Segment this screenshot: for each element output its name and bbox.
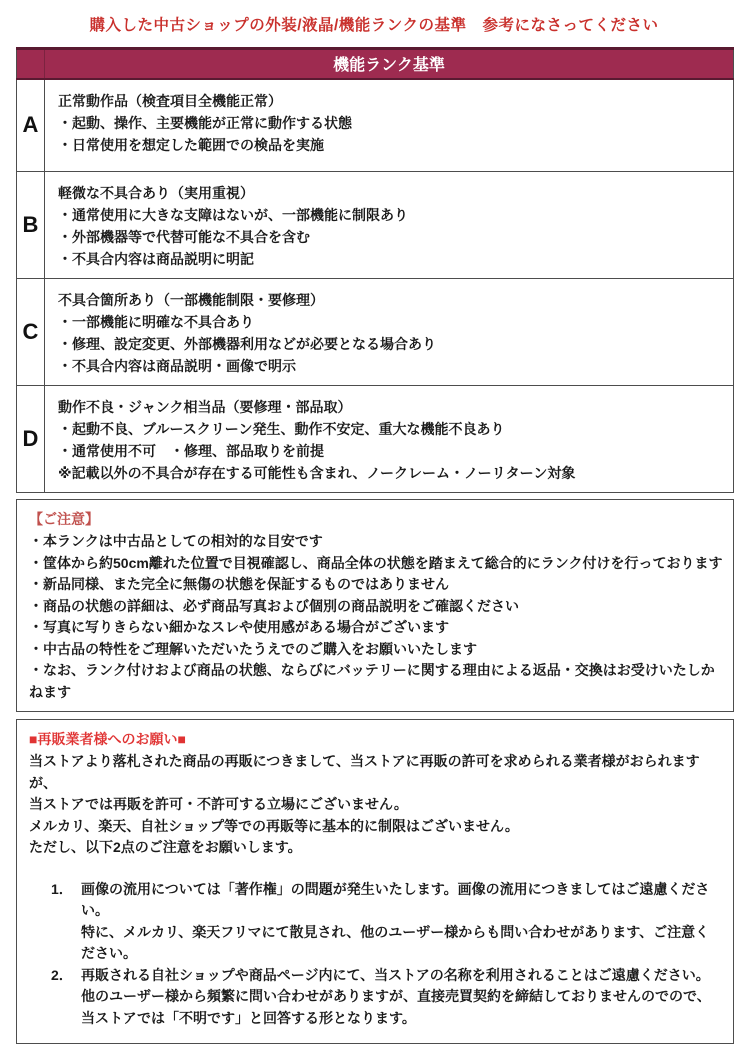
- rank-letter-c: C: [17, 279, 45, 386]
- notice-box: [16, 499, 734, 712]
- notice-line: ・本ランクは中古品としての相対的な目安です: [29, 533, 323, 549]
- notice-line: ・写真に写りきらない細かなスレや使用感がある場合がございます: [29, 619, 449, 635]
- rank-desc-d: [45, 386, 734, 493]
- rank-a-line: ・日常使用を想定した範囲での検品を実施: [58, 136, 324, 153]
- reseller-rule-1: [51, 879, 723, 965]
- rank-desc-a: [45, 79, 734, 172]
- notice-line: ・なお、ランク付けおよび商品の状態、ならびにバッテリーに関する理由による返品・交換はお受けいたしかねます: [29, 662, 715, 700]
- rank-b-line: ・外部機器等で代替可能な不具合を含む: [58, 229, 310, 245]
- rank-c-line: ・一部機能に明確な不具合あり: [58, 314, 254, 330]
- rank-row-b: [17, 172, 734, 279]
- rank-b-line: ・不具合内容は商品説明に明記: [58, 251, 254, 267]
- rank-a-title: 正常動作品（検査項目全機能正常）: [58, 92, 282, 109]
- rank-d-line: ・通常使用不可 ・修理、部品取りを前提: [58, 443, 324, 459]
- reseller-box: [16, 719, 734, 1044]
- reseller-intro-line: メルカリ、楽天、自社ショップ等での再販等に基本的に制限はございません。: [29, 817, 519, 834]
- rank-d-line: ・起動不良、ブルースクリーン発生、動作不安定、重大な機能不良あり: [58, 421, 505, 437]
- rank-table: [16, 47, 734, 493]
- rank-letter-d: D: [17, 386, 45, 493]
- reseller-intro-line: 当ストアでは再販を許可・不許可する立場にございません。: [29, 796, 408, 812]
- rank-c-title: 不具合箇所あり（一部機能制限・要修理）: [58, 292, 324, 308]
- rule-number: 1．: [51, 880, 73, 897]
- rank-a-line: ・起動、操作、主要機能が正常に動作する状態: [58, 114, 352, 131]
- rank-row-c: [17, 279, 734, 386]
- rank-letter-b: B: [17, 172, 45, 279]
- rank-d-line: ※記載以外の不具合が存在する可能性も含まれ、ノークレーム・ノーリターン対象: [58, 465, 576, 481]
- spacer: [29, 859, 723, 879]
- rule-line: 再販される自社ショップや商品ページ内にて、当ストアの名称を利用されることはご遠慮ください。: [81, 966, 710, 983]
- rule-number: 2．: [51, 966, 73, 983]
- rank-c-line: ・修理、設定変更、外部機器利用などが必要となる場合あり: [58, 336, 436, 352]
- rule-text: [81, 879, 723, 965]
- reseller-intro-line: 当ストアより落札された商品の再販につきまして、当ストアに再販の許可を求められる業者様がおられますが、: [29, 753, 700, 791]
- notice-line: ・新品同様、また完全に無傷の状態を保証するものではありません: [29, 576, 449, 592]
- page-title: 購入した中古ショップの外装/液晶/機能ランクの基準 参考になさってください: [89, 17, 659, 34]
- rule-text: [81, 965, 723, 1030]
- rank-letter-a: A: [17, 79, 45, 172]
- rank-column-header-cell: [17, 49, 45, 79]
- rank-row-a: [17, 79, 734, 172]
- rank-d-title: 動作不良・ジャンク相当品（要修理・部品取）: [58, 399, 352, 415]
- rule-line: 画像の流用については「著作権」の問題が発生いたします。画像の流用につきましてはご遠慮ください。: [81, 880, 710, 918]
- table-header-title: 機能ランク基準: [45, 49, 734, 79]
- rank-b-line: ・通常使用に大きな支障はないが、一部機能に制限あり: [58, 207, 408, 223]
- reseller-rule-2: [51, 965, 723, 1030]
- rank-desc-b: [45, 172, 734, 279]
- rank-b-title: 軽微な不具合あり（実用重視）: [58, 185, 254, 201]
- rule-line: 特に、メルカリ、楽天フリマにて散見され、他のユーザー様からも問い合わせがあります、ご注意ください。: [81, 923, 710, 961]
- notice-line: ・筐体から約50cm離れた位置で目視確認し、商品全体の状態を踏まえて総合的にランク付けを行っております: [29, 554, 723, 571]
- rule-line: 他のユーザー様から頻繁に問い合わせがありますが、直接売買契約を締結しておりませんのでので、: [81, 988, 711, 1004]
- notice-heading: 【ご注意】: [29, 511, 99, 527]
- table-header-row: [17, 49, 734, 79]
- reseller-heading: ■再販業者様へのお願い■: [29, 731, 186, 747]
- rank-row-d: [17, 386, 734, 493]
- reseller-intro-line: ただし、以下2点のご注意をお願いします。: [29, 839, 302, 855]
- rank-desc-c: [45, 279, 734, 386]
- notice-line: ・中古品の特性をご理解いただいたうえでのご購入をお願いいたします: [29, 640, 477, 657]
- notice-line: ・商品の状態の詳細は、必ず商品写真および個別の商品説明をご確認ください: [29, 597, 519, 614]
- rule-line: 当ストアでは「不明です」と回答する形となります。: [81, 1009, 416, 1026]
- rank-c-line: ・不具合内容は商品説明・画像で明示: [58, 358, 296, 374]
